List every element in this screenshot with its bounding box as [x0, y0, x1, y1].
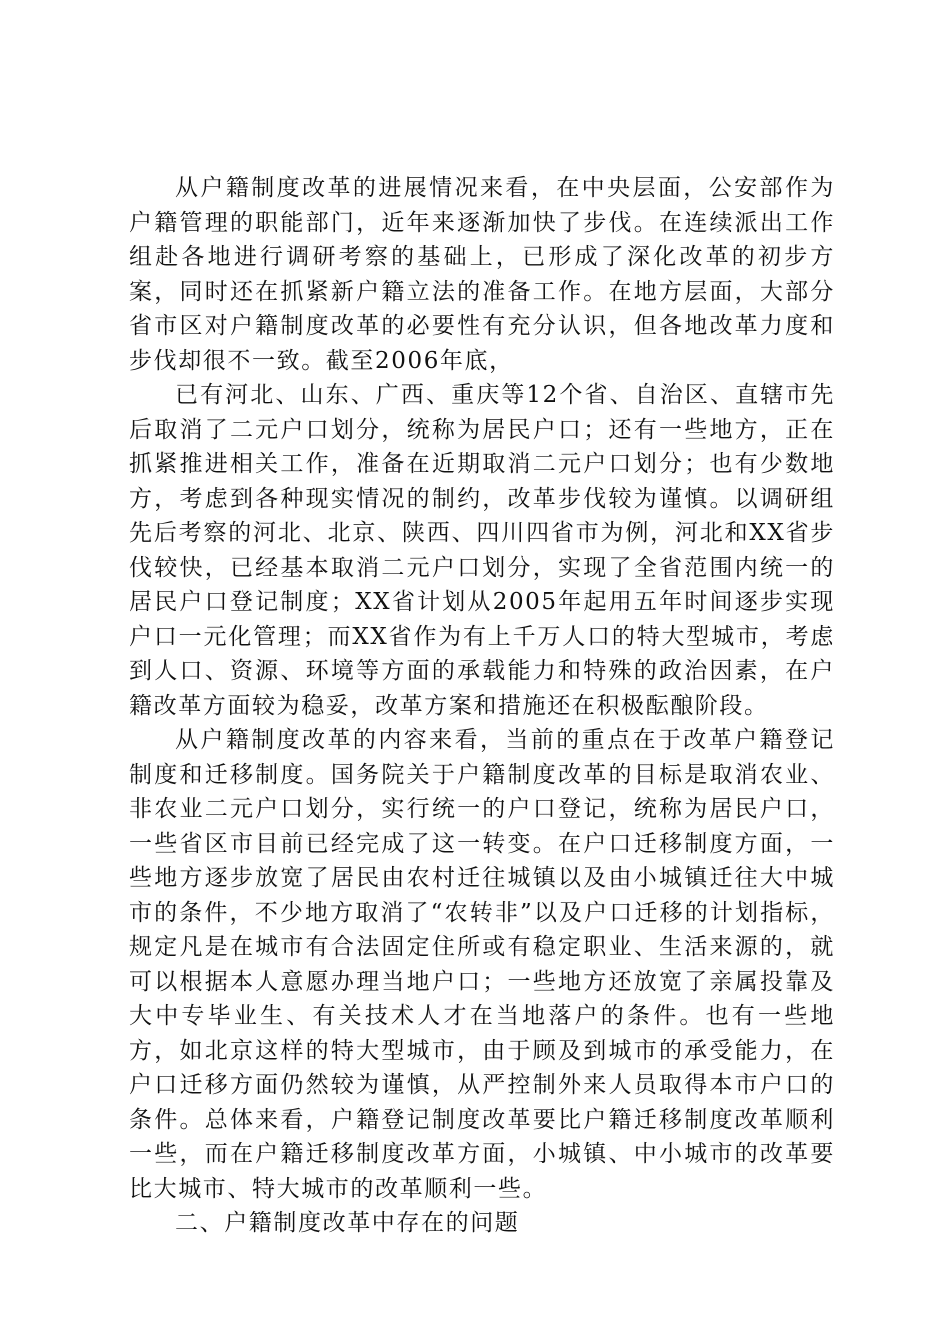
- section-heading: 二、户籍制度改革中存在的问题: [175, 1210, 520, 1236]
- document-body: [129, 171, 835, 1241]
- paragraph-reform-content: 从户籍制度改革的内容来看，当前的重点在于改革户籍登记制度和迁移制度。国务院关于户籍制度改革的目标是取消农业、非农业二元户口划分，实行统一的户口登记，统称为居民户口，一些省区市目前已经完成了这一转变。在户口迁移制度方面，一些地方逐步放宽了居民由农村迁往城镇以及由小城镇迁往大中城市的条件，不少地方取消了“农转非”以及户口迁移的计划指标，规定凡是在城市有合法固定住所或有稳定职业、生活来源的，就可以根据本人意愿办理当地户口；一些地方还放宽了亲属投靠及大中专毕业生、有关技术人才在当地落户的条件。也有一些地方，如北京这样的特大型城市，由于顾及到城市的承受能力，在户口迁移方面仍然较为谨慎，从严控制外来人员取得本市户口的条件。总体来看，户籍登记制度改革要比户籍迁移制度改革顺利一些，而在户籍迁移制度改革方面，小城镇、中小城市的改革要比大城市、特大城市的改革顺利一些。: [129, 727, 835, 1202]
- paragraph-reform-progress: 从户籍制度改革的进展情况来看，在中央层面，公安部作为户籍管理的职能部门，近年来逐渐加快了步伐。在连续派出工作组赴各地进行调研考察的基础上，已形成了深化改革的初步方案，同时还在抓紧新户籍立法的准备工作。在地方层面，大部分省市区对户籍制度改革的必要性有充分认识，但各地改革力度和步伐却很不一致。截至2006年底，: [129, 175, 835, 374]
- paragraph-local-situation: 已有河北、山东、广西、重庆等12个省、自治区、直辖市先后取消了二元户口划分，统称为居民户口；还有一些地方，正在抓紧推进相关工作，准备在近期取消二元户口划分；也有少数地方，考虑到各种现实情况的制约，改革步伐较为谨慎。以调研组先后考察的河北、北京、陕西、四川四省市为例，河北和XX省步伐较快，已经基本取消二元户口划分，实现了全省范围内统一的居民户口登记制度；XX省计划从2005年起用五年时间逐步实现户口一元化管理；而XX省作为有上千万人口的特大型城市，考虑到人口、资源、环境等方面的承载能力和特殊的政治因素，在户籍改革方面较为稳妥，改革方案和措施还在积极酝酿阶段。: [129, 382, 835, 719]
